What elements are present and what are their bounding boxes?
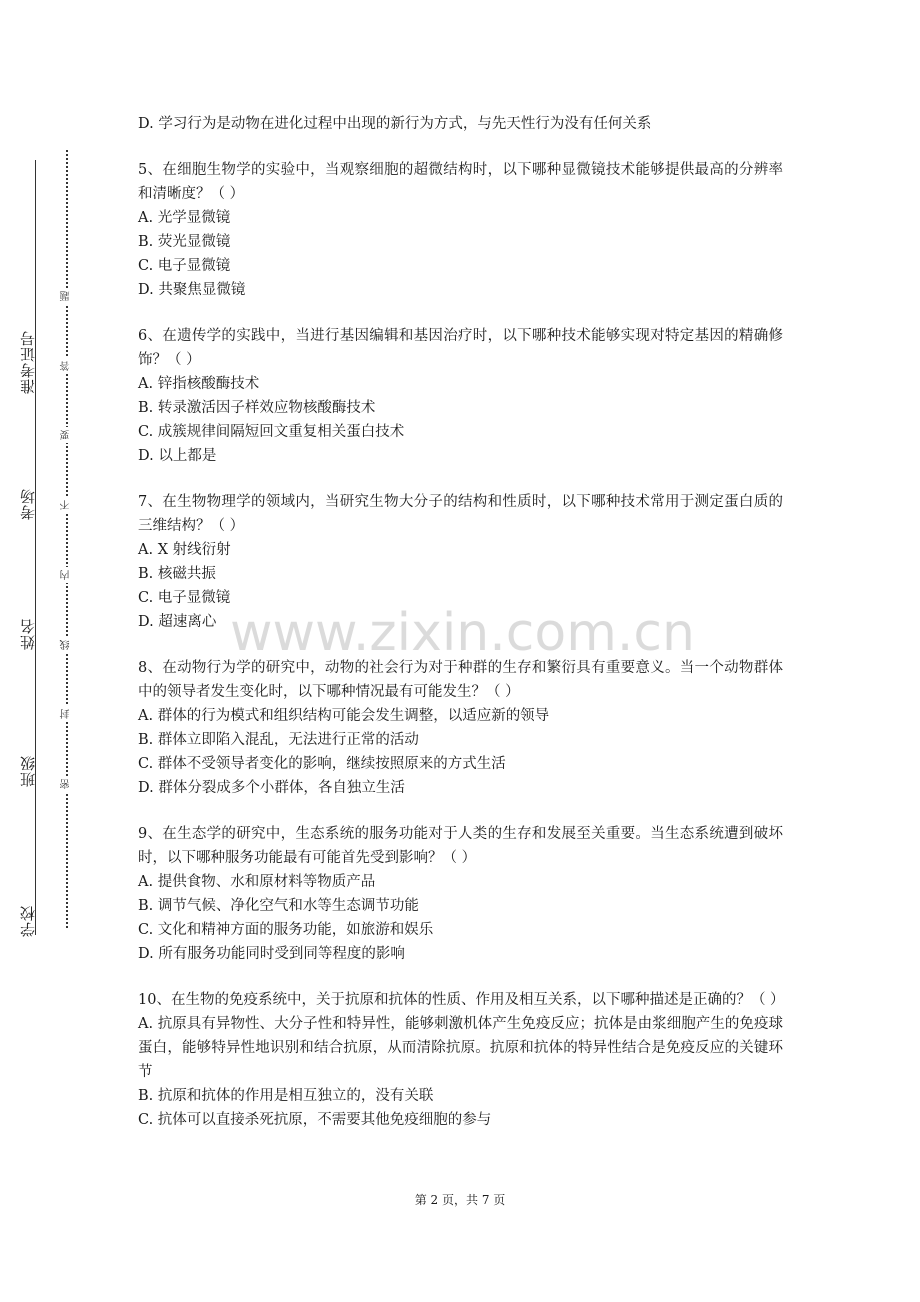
option-c: C. 成簇规律间隔短回文重复相关蛋白技术 <box>138 424 405 440</box>
option-c: C. 抗体可以直接杀死抗原，不需要其他免疫细胞的参与 <box>138 1112 492 1128</box>
seal-char-yao: 要 <box>58 427 76 443</box>
option-a: A. 锌指核酸酶技术 <box>138 376 260 392</box>
margin-solid-line <box>35 160 36 935</box>
seal-char-ti: 题 <box>58 288 76 304</box>
label-school: 学校 <box>19 905 37 937</box>
option-a: A. 提供食物、水和原材料等物质产品 <box>138 874 376 890</box>
question-8 <box>138 656 783 800</box>
question-9 <box>138 822 783 966</box>
label-name: 姓名 <box>19 618 37 650</box>
seal-char-feng: 封 <box>58 706 76 722</box>
question-stem: 5、在细胞生物学的实验中，当观察细胞的超微结构时，以下哪种显微镜技术能够提供最高的分辨率和清晰度？（ ） <box>138 162 783 202</box>
question-10 <box>138 988 783 1132</box>
option-a: A. 光学显微镜 <box>138 210 231 226</box>
option-c: C. 群体不受领导者变化的影响，继续按照原来的方式生活 <box>138 756 506 772</box>
option-c: C. 电子显微镜 <box>138 590 231 606</box>
label-class: 班级 <box>19 755 37 787</box>
question-stem: 8、在动物行为学的研究中，动物的社会行为对于种群的生存和繁衍具有重要意义。当一个动物群体中的领导者发生变化时，以下哪种情况最有可能发生？（ ） <box>138 660 783 700</box>
seal-dotted-line <box>66 150 68 928</box>
option-b: B. 荧光显微镜 <box>138 234 231 250</box>
seal-char-nei: 内 <box>58 567 76 583</box>
option-d: D. 共聚焦显微镜 <box>138 282 246 298</box>
option-b: B. 转录激活因子样效应物核酸酶技术 <box>138 400 376 416</box>
option-b: B. 调节气候、净化空气和水等生态调节功能 <box>138 898 419 914</box>
question-stem: 7、在生物物理学的领域内，当研究生物大分子的结构和性质时，以下哪种技术常用于测定蛋白质的三维结构？（ ） <box>138 494 783 534</box>
watermark: www.zixin.com.cn <box>230 603 695 663</box>
question-stem: 9、在生态学的研究中，生态系统的服务功能对于人类的生存和发展至关重要。当生态系统遭到破坏时，以下哪种服务功能最有可能首先受到影响？（ ） <box>138 826 783 866</box>
question-stem: 10、在生物的免疫系统中，关于抗原和抗体的性质、作用及相互关系，以下哪种描述是正确的？（ ） <box>138 992 785 1008</box>
question-5 <box>138 158 783 302</box>
seal-char-bu: 不 <box>58 497 76 513</box>
option-b: B. 核磁共振 <box>138 566 216 582</box>
option-c: C. 文化和精神方面的服务功能，如旅游和娱乐 <box>138 922 434 938</box>
question-stem: 6、在遗传学的实践中，当进行基因编辑和基因治疗时，以下哪种技术能够实现对特定基因的精确修饰？（ ） <box>138 328 783 368</box>
option-d: D. 群体分裂成多个小群体，各自独立生活 <box>138 780 405 796</box>
option-d: D. 超速离心 <box>138 614 217 630</box>
label-ticket-number: 准考证号 <box>19 330 37 394</box>
page-footer: 第 2 页，共 7 页 <box>414 1193 506 1207</box>
seal-char-da: 答 <box>58 358 76 374</box>
option-d: D. 所有服务功能同时受到同等程度的影响 <box>138 946 405 962</box>
option-b: B. 抗原和抗体的作用是相互独立的，没有关联 <box>138 1088 434 1104</box>
label-exam-room: 考场 <box>19 488 37 520</box>
option-a: A. X 射线衍射 <box>138 542 231 558</box>
seal-char-xian: 线 <box>58 637 76 653</box>
seal-char-mi: 密 <box>58 776 76 792</box>
option-a: A. 抗原具有异物性、大分子性和特异性，能够刺激机体产生免疫反应；抗体是由浆细胞产生的免疫球蛋白，能够特异性地识别和结合抗原，从而清除抗原。抗原和抗体的特异性结合是免疫反应的关键环节 <box>138 1016 783 1080</box>
option-a: A. 群体的行为模式和组织结构可能会发生调整，以适应新的领导 <box>138 708 550 724</box>
option-c: C. 电子显微镜 <box>138 258 231 274</box>
option-b: B. 群体立即陷入混乱，无法进行正常的活动 <box>138 732 419 748</box>
question-6 <box>138 324 783 468</box>
option-d: D. 以上都是 <box>138 448 217 464</box>
previous-question-option-d: D. 学习行为是动物在进化过程中出现的新行为方式，与先天性行为没有任何关系 <box>138 116 652 132</box>
